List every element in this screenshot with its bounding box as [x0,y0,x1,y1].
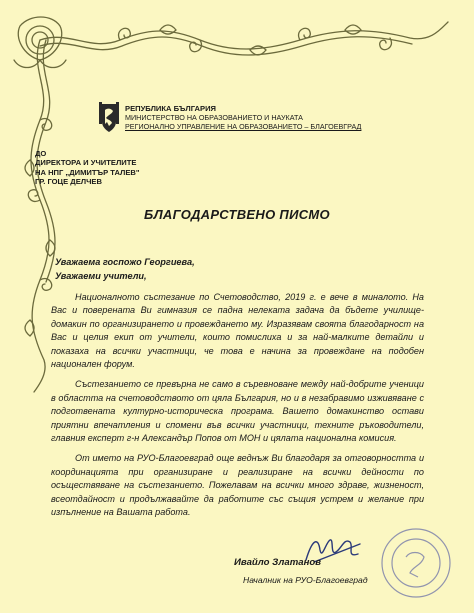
letterhead-country: РЕПУБЛИКА БЪЛГАРИЯ [125,104,216,113]
recipient-line: ДИРЕКТОРА И УЧИТЕЛИТЕ [35,158,137,168]
body-paragraph: Националното състезание по Счетоводство, 2019 г. е вече в миналото. На Вас и поверената Ви гимназия се падна нелеката задача да бъдете училище-домакин по организирането и провеждането му. Изразявам своята благодарност на Вас и целия екип от учители, които помислиха и за най-малките детайли и показаха на всички участници, че това е начина за провеждане на подобен национален форум. [51,292,424,370]
salutation-line: Уважаеми учители, [55,270,147,281]
recipient-block [35,149,140,187]
recipient-line: ГР. ГОЦЕ ДЕЛЧЕВ [35,177,102,187]
letter-body [51,291,424,527]
recipient-line: ДО [35,149,47,158]
salutation [55,256,195,283]
document-title: БЛАГОДАРСТВЕНО ПИСМО [144,207,330,222]
salutation-line: Уважаема госпожо Георгиева, [55,257,195,267]
signatory-name: Ивайло Златанов [234,557,322,568]
letterhead-text [125,104,361,132]
body-paragraph: От името на РУО-Благоевград още веднъж Ви благодаря за отговорността и координацията при организиране и реализиране на всички дейности по осъществяване на състезанието. Пожелавам на всички много здраве, жизненост, всеотдайност и продължавайте да работите със същия устрем и желание при изпълнение на Вашата работа. [51,453,424,518]
signatory-position: Началник на РУО-Благоевград [243,575,368,585]
recipient-line: НА НПГ „ДИМИТЪР ТАЛЕВ" [35,167,140,177]
body-paragraph: Състезанието се превърна не само в съревноване между най-добрите ученици в областта на счетоводството от цяла България, но и в незабравимо изживяване с подготвената културно-историческа програма. Вашето домакинство остави приятни впечатления и спомени във всички участници, техните ръководители, главния експерт г-н Александър Попов от МОН и цялата национална комисия. [51,379,424,444]
official-stamp [372,515,452,605]
letterhead-ministry: МИНИСТЕРСТВО НА ОБРАЗОВАНИЕТО И НАУКАТА [125,113,303,123]
coat-of-arms-icon [98,102,120,134]
letterhead-regional: РЕГИОНАЛНО УПРАВЛЕНИЕ НА ОБРАЗОВАНИЕТО – БЛАГОЕВГРАД [125,122,362,132]
